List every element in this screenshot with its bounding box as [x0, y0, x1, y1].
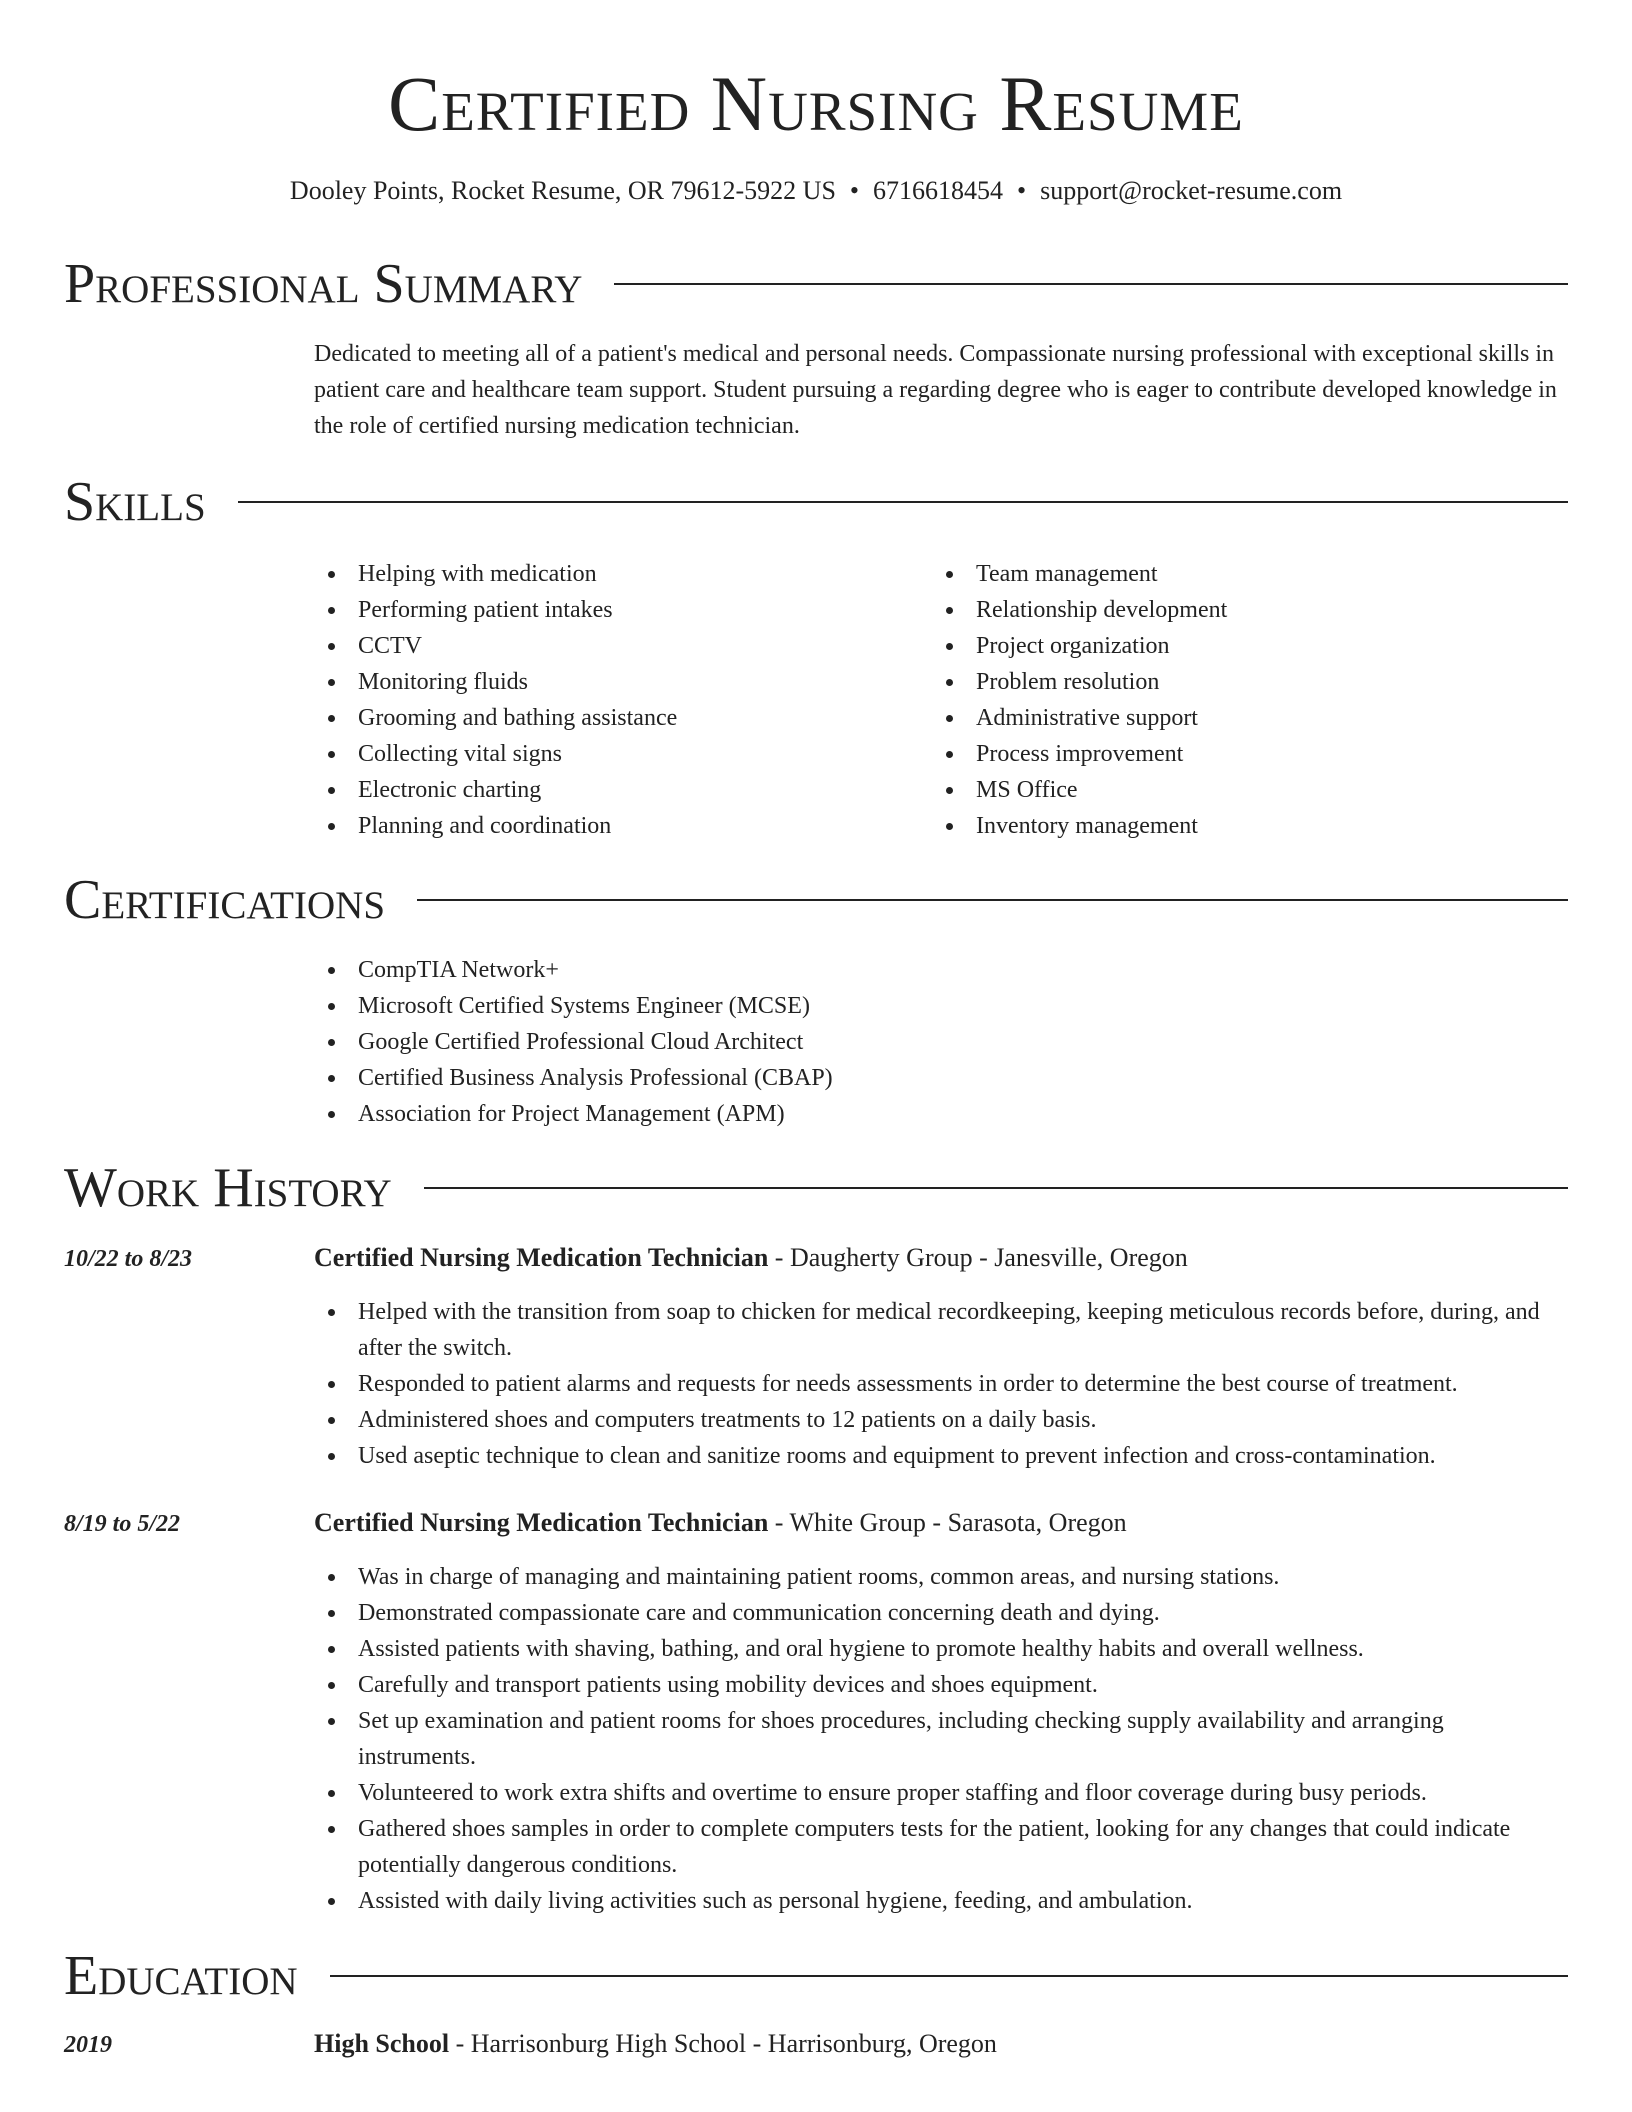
responsibility-item: Responded to patient alarms and requests for needs assessments in order to determine the best course of treatment. [314, 1366, 1564, 1402]
responsibility-item: Carefully and transport patients using mobility devices and shoes equipment. [314, 1667, 1564, 1703]
job-employer: - Daugherty Group - Janesville, Oregon [768, 1243, 1188, 1272]
job-role: Certified Nursing Medication Technician [314, 1243, 769, 1272]
responsibility-item: Administered shoes and computers treatments to 12 patients on a daily basis. [314, 1402, 1564, 1438]
summary-text: Dedicated to meeting all of a patient's medical and personal needs. Compassionate nursing professional with exceptional skills in patient care and healthcare team support. Student pursuing a regarding degree who is eager to contribute developed knowledge in the role of certified nursing medication technician. [314, 341, 1557, 439]
contact-email: support@rocket-resume.com [1040, 176, 1343, 205]
skill-item: Inventory management [932, 808, 1492, 844]
skill-item: Team management [932, 556, 1492, 592]
job-heading [314, 1240, 1564, 1276]
responsibility-item: Demonstrated compassionate care and communication concerning death and dying. [314, 1595, 1564, 1631]
responsibility-item: Volunteered to work extra shifts and overtime to ensure proper staffing and floor coverage during busy periods. [314, 1775, 1564, 1811]
skill-item: Collecting vital signs [314, 736, 874, 772]
contact-line [0, 174, 1632, 208]
skill-item: MS Office [932, 772, 1492, 808]
contact-separator: • [849, 176, 860, 205]
certification-item: Google Certified Professional Cloud Architect [314, 1024, 1564, 1060]
certification-item: CompTIA Network+ [314, 952, 1564, 988]
education-degree: High School [314, 2029, 450, 2058]
section-header-summary [64, 252, 1568, 316]
section-title-skills: Skills [64, 471, 206, 533]
section-header-work-history [64, 1156, 1568, 1220]
section-rule [238, 501, 1568, 503]
skill-item: Project organization [932, 628, 1492, 664]
job-employer: - White Group - Sarasota, Oregon [768, 1508, 1127, 1537]
skill-item: Administrative support [932, 700, 1492, 736]
section-header-skills [64, 470, 1568, 534]
skill-item: Grooming and bathing assistance [314, 700, 874, 736]
job-responsibilities [314, 1294, 1564, 1474]
responsibility-item: Used aseptic technique to clean and sanitize rooms and equipment to prevent infection and cross-contamination. [314, 1438, 1564, 1474]
responsibility-item: Set up examination and patient rooms for shoes procedures, including checking supply availability and arranging instruments. [314, 1703, 1564, 1775]
education-school: - Harrisonburg High School - Harrisonburg, Oregon [449, 2029, 997, 2058]
skill-item: Electronic charting [314, 772, 874, 808]
section-header-certifications [64, 868, 1568, 932]
skill-item: Process improvement [932, 736, 1492, 772]
job-responsibilities [314, 1559, 1564, 1919]
section-title-work-history: Work History [64, 1157, 392, 1219]
certification-item: Association for Project Management (APM) [314, 1096, 1564, 1132]
education-heading [314, 2026, 1564, 2062]
certifications-list [314, 952, 1564, 1132]
responsibility-item: Assisted with daily living activities such as personal hygiene, feeding, and ambulation. [314, 1883, 1564, 1919]
section-rule [614, 283, 1568, 285]
section-header-education [64, 1944, 1568, 2008]
skill-item: Performing patient intakes [314, 592, 874, 628]
responsibility-item: Helped with the transition from soap to chicken for medical recordkeeping, keeping meticulous records before, during, and after the switch. [314, 1294, 1564, 1366]
section-title-summary: Professional Summary [64, 253, 583, 315]
section-rule [417, 899, 1568, 901]
section-rule [330, 1975, 1568, 1977]
job-dates: 10/22 to 8/23 [64, 1246, 193, 1272]
contact-separator: • [1017, 176, 1027, 205]
job-dates: 8/19 to 5/22 [64, 1511, 181, 1537]
responsibility-item: Gathered shoes samples in order to complete computers tests for the patient, looking for any changes that could indicate potentially dangerous conditions. [314, 1811, 1564, 1883]
job-heading [314, 1505, 1564, 1541]
certification-item: Certified Business Analysis Professional (CBAP) [314, 1060, 1564, 1096]
resume-title: Certified Nursing Resume [388, 60, 1244, 147]
skill-item: Helping with medication [314, 556, 874, 592]
skill-item: Monitoring fluids [314, 664, 874, 700]
responsibility-item: Assisted patients with shaving, bathing, and oral hygiene to promote healthy habits and overall wellness. [314, 1631, 1564, 1667]
contact-address: Dooley Points, Rocket Resume, OR 79612-5922 US [289, 176, 836, 205]
section-rule [424, 1187, 1568, 1189]
skill-item: Relationship development [932, 592, 1492, 628]
skill-item: Planning and coordination [314, 808, 874, 844]
section-title-certifications: Certifications [64, 869, 386, 931]
skills-column-left [314, 556, 874, 844]
education-year: 2019 [64, 2032, 112, 2058]
skills-column-right [932, 556, 1492, 844]
skill-item: CCTV [314, 628, 874, 664]
certification-item: Microsoft Certified Systems Engineer (MCSE) [314, 988, 1564, 1024]
job-role: Certified Nursing Medication Technician [314, 1508, 769, 1537]
section-title-education: Education [64, 1945, 298, 2007]
contact-phone: 6716618454 [873, 176, 1004, 205]
skill-item: Problem resolution [932, 664, 1492, 700]
responsibility-item: Was in charge of managing and maintaining patient rooms, common areas, and nursing stations. [314, 1559, 1564, 1595]
